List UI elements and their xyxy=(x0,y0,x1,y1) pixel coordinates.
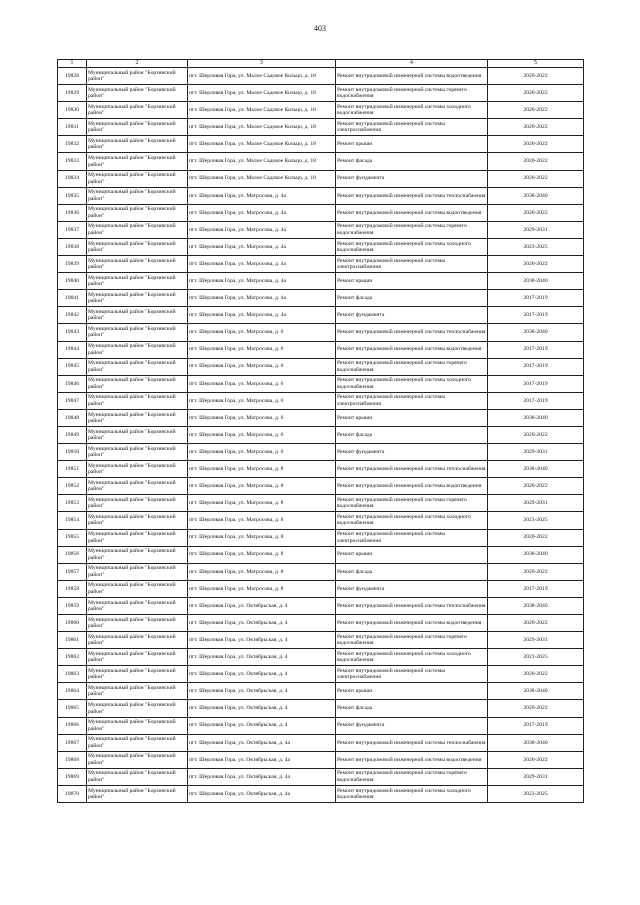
address-cell: пгт. Шерловая Гора, ул. Малое Садовое Кольцо, д. 18 xyxy=(188,153,336,170)
row-number-cell: 19857 xyxy=(58,563,87,580)
district-cell: Муниципальный район "Борзинский район" xyxy=(87,785,188,802)
address-cell: пгт. Шерловая Гора, ул. Октябрьская, д. 4 xyxy=(188,683,336,700)
table-row xyxy=(58,392,584,409)
period-cell: 2038-2040 xyxy=(488,273,584,290)
address-cell: пгт. Шерловая Гора, ул. Матросова, д. 4а xyxy=(188,307,336,324)
header-cell: 3 xyxy=(188,60,336,68)
address-cell: пгт. Шерловая Гора, ул. Октябрьская, д. 4 xyxy=(188,632,336,649)
header-cell: 1 xyxy=(58,60,87,68)
row-number-cell: 19844 xyxy=(58,341,87,358)
address-cell: пгт. Шерловая Гора, ул. Октябрьская, д. 4а xyxy=(188,751,336,768)
address-cell: пгт. Шерловая Гора, ул. Матросова, д. 8 xyxy=(188,529,336,546)
district-cell: Муниципальный район "Борзинский район" xyxy=(87,597,188,614)
period-cell: 2029-2031 xyxy=(488,495,584,512)
address-cell: пгт. Шерловая Гора, ул. Малое Садовое Кольцо, д. 18 xyxy=(188,68,336,85)
work-type-cell: Ремонт внутридомовой инженерной системы электроснабжения xyxy=(336,119,488,136)
district-cell: Муниципальный район "Борзинский район" xyxy=(87,717,188,734)
row-number-cell: 19863 xyxy=(58,666,87,683)
table-row xyxy=(58,307,584,324)
period-cell: 2038-2040 xyxy=(488,683,584,700)
period-cell: 2038-2040 xyxy=(488,734,584,751)
period-cell: 2017-2019 xyxy=(488,375,584,392)
period-cell: 2020-2022 xyxy=(488,68,584,85)
table-row xyxy=(58,221,584,238)
period-cell: 2017-2019 xyxy=(488,307,584,324)
district-cell: Муниципальный район "Борзинский район" xyxy=(87,187,188,204)
period-cell: 2020-2022 xyxy=(488,615,584,632)
period-cell: 2017-2019 xyxy=(488,358,584,375)
period-cell: 2020-2022 xyxy=(488,153,584,170)
table-row xyxy=(58,512,584,529)
district-cell: Муниципальный район "Борзинский район" xyxy=(87,221,188,238)
address-cell: пгт. Шерловая Гора, ул. Матросова, д. 4а xyxy=(188,256,336,273)
work-type-cell: Ремонт фундамента xyxy=(336,307,488,324)
period-cell: 2038-2040 xyxy=(488,546,584,563)
district-cell: Муниципальный район "Борзинский район" xyxy=(87,170,188,187)
row-number-cell: 19832 xyxy=(58,136,87,153)
table-row xyxy=(58,85,584,102)
table-row xyxy=(58,409,584,426)
district-cell: Муниципальный район "Борзинский район" xyxy=(87,649,188,666)
address-cell: пгт. Шерловая Гора, ул. Матросова, д. 8 xyxy=(188,563,336,580)
row-number-cell: 19865 xyxy=(58,700,87,717)
address-cell: пгт. Шерловая Гора, ул. Октябрьская, д. 4а xyxy=(188,768,336,785)
address-cell: пгт. Шерловая Гора, ул. Матросова, д. 6 xyxy=(188,375,336,392)
row-number-cell: 19856 xyxy=(58,546,87,563)
row-number-cell: 19836 xyxy=(58,204,87,221)
row-number-cell: 19849 xyxy=(58,426,87,443)
row-number-cell: 19833 xyxy=(58,153,87,170)
header-cell: 5 xyxy=(488,60,584,68)
district-cell: Муниципальный район "Борзинский район" xyxy=(87,409,188,426)
row-number-cell: 19859 xyxy=(58,597,87,614)
work-type-cell: Ремонт внутридомовой инженерной системы горячего водоснабжения xyxy=(336,85,488,102)
address-cell: пгт. Шерловая Гора, ул. Октябрьская, д. 4а xyxy=(188,785,336,802)
address-cell: пгт. Шерловая Гора, ул. Матросова, д. 4а xyxy=(188,238,336,255)
district-cell: Муниципальный район "Борзинский район" xyxy=(87,700,188,717)
table-row xyxy=(58,375,584,392)
work-type-cell: Ремонт крыши xyxy=(336,136,488,153)
row-number-cell: 19864 xyxy=(58,683,87,700)
header-cell: 4 xyxy=(336,60,488,68)
work-type-cell: Ремонт внутридомовой инженерной системы холодного водоснабжения xyxy=(336,238,488,255)
period-cell: 2020-2022 xyxy=(488,700,584,717)
table-row xyxy=(58,683,584,700)
work-type-cell: Ремонт фундамента xyxy=(336,170,488,187)
district-cell: Муниципальный район "Борзинский район" xyxy=(87,85,188,102)
work-type-cell: Ремонт внутридомовой инженерной системы теплоснабжения xyxy=(336,734,488,751)
row-number-cell: 19835 xyxy=(58,187,87,204)
district-cell: Муниципальный район "Борзинский район" xyxy=(87,102,188,119)
table-row xyxy=(58,632,584,649)
table-row xyxy=(58,768,584,785)
district-cell: Муниципальный район "Борзинский район" xyxy=(87,529,188,546)
period-cell: 2020-2022 xyxy=(488,751,584,768)
table-row xyxy=(58,495,584,512)
table-row xyxy=(58,529,584,546)
work-type-cell: Ремонт внутридомовой инженерной системы водоотведения xyxy=(336,751,488,768)
period-cell: 2020-2022 xyxy=(488,563,584,580)
work-type-cell: Ремонт внутридомовой инженерной системы теплоснабжения xyxy=(336,324,488,341)
work-type-cell: Ремонт фасада xyxy=(336,563,488,580)
work-type-cell: Ремонт внутридомовой инженерной системы горячего водоснабжения xyxy=(336,358,488,375)
address-cell: пгт. Шерловая Гора, ул. Матросова, д. 8 xyxy=(188,580,336,597)
row-number-cell: 19850 xyxy=(58,444,87,461)
district-cell: Муниципальный район "Борзинский район" xyxy=(87,495,188,512)
table-row xyxy=(58,290,584,307)
period-cell: 2017-2019 xyxy=(488,717,584,734)
period-cell: 2020-2022 xyxy=(488,529,584,546)
table-row xyxy=(58,717,584,734)
table-row xyxy=(58,700,584,717)
period-cell: 2017-2019 xyxy=(488,392,584,409)
work-type-cell: Ремонт внутридомовой инженерной системы электроснабжения xyxy=(336,392,488,409)
work-type-cell: Ремонт внутридомовой инженерной системы водоотведения xyxy=(336,341,488,358)
table-row xyxy=(58,358,584,375)
row-number-cell: 19852 xyxy=(58,478,87,495)
address-cell: пгт. Шерловая Гора, ул. Матросова, д. 8 xyxy=(188,546,336,563)
table-row xyxy=(58,256,584,273)
period-cell: 2023-2025 xyxy=(488,785,584,802)
table-row xyxy=(58,444,584,461)
work-type-cell: Ремонт внутридомовой инженерной системы холодного водоснабжения xyxy=(336,512,488,529)
work-type-cell: Ремонт внутридомовой инженерной системы холодного водоснабжения xyxy=(336,102,488,119)
row-number-cell: 19853 xyxy=(58,495,87,512)
work-type-cell: Ремонт крыши xyxy=(336,273,488,290)
work-type-cell: Ремонт фундамента xyxy=(336,444,488,461)
work-type-cell: Ремонт внутридомовой инженерной системы горячего водоснабжения xyxy=(336,768,488,785)
district-cell: Муниципальный район "Борзинский район" xyxy=(87,204,188,221)
table-row xyxy=(58,546,584,563)
work-type-cell: Ремонт фасада xyxy=(336,153,488,170)
table-row xyxy=(58,68,584,85)
row-number-cell: 19860 xyxy=(58,615,87,632)
table-row xyxy=(58,170,584,187)
table-row xyxy=(58,426,584,443)
work-type-cell: Ремонт внутридомовой инженерной системы холодного водоснабжения xyxy=(336,785,488,802)
period-cell: 2020-2022 xyxy=(488,426,584,443)
period-cell: 2020-2022 xyxy=(488,204,584,221)
period-cell: 2020-2022 xyxy=(488,85,584,102)
row-number-cell: 19841 xyxy=(58,290,87,307)
table-row xyxy=(58,563,584,580)
work-type-cell: Ремонт внутридомовой инженерной системы теплоснабжения xyxy=(336,597,488,614)
address-cell: пгт. Шерловая Гора, ул. Матросова, д. 6 xyxy=(188,392,336,409)
table-row xyxy=(58,734,584,751)
table-row xyxy=(58,204,584,221)
district-cell: Муниципальный район "Борзинский район" xyxy=(87,751,188,768)
work-type-cell: Ремонт фасада xyxy=(336,290,488,307)
row-number-cell: 19843 xyxy=(58,324,87,341)
address-cell: пгт. Шерловая Гора, ул. Матросова, д. 4а xyxy=(188,290,336,307)
page-number: 403 xyxy=(314,24,326,33)
period-cell: 2020-2022 xyxy=(488,666,584,683)
work-type-cell: Ремонт внутридомовой инженерной системы водоотведения xyxy=(336,478,488,495)
work-type-cell: Ремонт внутридомовой инженерной системы горячего водоснабжения xyxy=(336,495,488,512)
work-type-cell: Ремонт внутридомовой инженерной системы горячего водоснабжения xyxy=(336,632,488,649)
row-number-cell: 19837 xyxy=(58,221,87,238)
work-type-cell: Ремонт внутридомовой инженерной системы теплоснабжения xyxy=(336,461,488,478)
address-cell: пгт. Шерловая Гора, ул. Малое Садовое Кольцо, д. 18 xyxy=(188,170,336,187)
district-cell: Муниципальный район "Борзинский район" xyxy=(87,546,188,563)
district-cell: Муниципальный район "Борзинский район" xyxy=(87,68,188,85)
period-cell: 2029-2031 xyxy=(488,632,584,649)
work-type-cell: Ремонт внутридомовой инженерной системы теплоснабжения xyxy=(336,187,488,204)
table-row xyxy=(58,119,584,136)
table-row xyxy=(58,666,584,683)
table-row xyxy=(58,187,584,204)
address-cell: пгт. Шерловая Гора, ул. Матросова, д. 6 xyxy=(188,444,336,461)
row-number-cell: 19829 xyxy=(58,85,87,102)
district-cell: Муниципальный район "Борзинский район" xyxy=(87,563,188,580)
table-row xyxy=(58,597,584,614)
period-cell: 2020-2022 xyxy=(488,478,584,495)
period-cell: 2038-2040 xyxy=(488,461,584,478)
district-cell: Муниципальный район "Борзинский район" xyxy=(87,358,188,375)
address-cell: пгт. Шерловая Гора, ул. Октябрьская, д. 4 xyxy=(188,717,336,734)
work-type-cell: Ремонт внутридомовой инженерной системы водоотведения xyxy=(336,68,488,85)
district-cell: Муниципальный район "Борзинский район" xyxy=(87,734,188,751)
district-cell: Муниципальный район "Борзинский район" xyxy=(87,238,188,255)
period-cell: 2029-2031 xyxy=(488,768,584,785)
work-type-cell: Ремонт крыши xyxy=(336,683,488,700)
period-cell: 2017-2019 xyxy=(488,341,584,358)
address-cell: пгт. Шерловая Гора, ул. Малое Садовое Кольцо, д. 18 xyxy=(188,85,336,102)
period-cell: 2023-2025 xyxy=(488,512,584,529)
address-cell: пгт. Шерловая Гора, ул. Октябрьская, д. 4 xyxy=(188,615,336,632)
row-number-cell: 19842 xyxy=(58,307,87,324)
table-row xyxy=(58,341,584,358)
header-row xyxy=(58,60,584,68)
address-cell: пгт. Шерловая Гора, ул. Матросова, д. 6 xyxy=(188,426,336,443)
table-row xyxy=(58,580,584,597)
work-type-cell: Ремонт фундамента xyxy=(336,580,488,597)
district-cell: Муниципальный район "Борзинский район" xyxy=(87,632,188,649)
district-cell: Муниципальный район "Борзинский район" xyxy=(87,615,188,632)
period-cell: 2020-2022 xyxy=(488,136,584,153)
period-cell: 2023-2025 xyxy=(488,238,584,255)
row-number-cell: 19866 xyxy=(58,717,87,734)
table-row xyxy=(58,273,584,290)
table-row xyxy=(58,238,584,255)
row-number-cell: 19839 xyxy=(58,256,87,273)
work-type-cell: Ремонт крыши xyxy=(336,546,488,563)
row-number-cell: 19840 xyxy=(58,273,87,290)
row-number-cell: 19855 xyxy=(58,529,87,546)
row-number-cell: 19868 xyxy=(58,751,87,768)
address-cell: пгт. Шерловая Гора, ул. Малое Садовое Кольцо, д. 18 xyxy=(188,119,336,136)
period-cell: 2020-2022 xyxy=(488,170,584,187)
address-cell: пгт. Шерловая Гора, ул. Октябрьская, д. 4 xyxy=(188,700,336,717)
row-number-cell: 19847 xyxy=(58,392,87,409)
district-cell: Муниципальный район "Борзинский район" xyxy=(87,341,188,358)
table-row xyxy=(58,153,584,170)
district-cell: Муниципальный район "Борзинский район" xyxy=(87,580,188,597)
district-cell: Муниципальный район "Борзинский район" xyxy=(87,136,188,153)
row-number-cell: 19851 xyxy=(58,461,87,478)
row-number-cell: 19869 xyxy=(58,768,87,785)
district-cell: Муниципальный район "Борзинский район" xyxy=(87,324,188,341)
address-cell: пгт. Шерловая Гора, ул. Матросова, д. 8 xyxy=(188,495,336,512)
row-number-cell: 19828 xyxy=(58,68,87,85)
work-type-cell: Ремонт внутридомовой инженерной системы горячего водоснабжения xyxy=(336,221,488,238)
table-row xyxy=(58,785,584,802)
district-cell: Муниципальный район "Борзинский район" xyxy=(87,375,188,392)
address-cell: пгт. Шерловая Гора, ул. Малое Садовое Кольцо, д. 18 xyxy=(188,136,336,153)
row-number-cell: 19834 xyxy=(58,170,87,187)
period-cell: 2023-2025 xyxy=(488,649,584,666)
period-cell: 2038-2040 xyxy=(488,324,584,341)
row-number-cell: 19858 xyxy=(58,580,87,597)
period-cell: 2038-2040 xyxy=(488,409,584,426)
period-cell: 2020-2022 xyxy=(488,119,584,136)
period-cell: 2038-2040 xyxy=(488,187,584,204)
work-type-cell: Ремонт фундамента xyxy=(336,717,488,734)
row-number-cell: 19838 xyxy=(58,238,87,255)
row-number-cell: 19830 xyxy=(58,102,87,119)
row-number-cell: 19854 xyxy=(58,512,87,529)
period-cell: 2017-2019 xyxy=(488,290,584,307)
work-type-cell: Ремонт внутридомовой инженерной системы холодного водоснабжения xyxy=(336,649,488,666)
table-row xyxy=(58,478,584,495)
address-cell: пгт. Шерловая Гора, ул. Малое Садовое Кольцо, д. 18 xyxy=(188,102,336,119)
table-row xyxy=(58,102,584,119)
district-cell: Муниципальный район "Борзинский район" xyxy=(87,256,188,273)
period-cell: 2020-2022 xyxy=(488,102,584,119)
row-number-cell: 19848 xyxy=(58,409,87,426)
address-cell: пгт. Шерловая Гора, ул. Матросова, д. 4а xyxy=(188,221,336,238)
district-cell: Муниципальный район "Борзинский район" xyxy=(87,444,188,461)
row-number-cell: 19870 xyxy=(58,785,87,802)
period-cell: 2038-2040 xyxy=(488,597,584,614)
row-number-cell: 19862 xyxy=(58,649,87,666)
table-row xyxy=(58,649,584,666)
row-number-cell: 19831 xyxy=(58,119,87,136)
period-cell: 2020-2022 xyxy=(488,256,584,273)
district-cell: Муниципальный район "Борзинский район" xyxy=(87,512,188,529)
registry-table xyxy=(57,59,584,803)
address-cell: пгт. Шерловая Гора, ул. Матросова, д. 6 xyxy=(188,341,336,358)
address-cell: пгт. Шерловая Гора, ул. Октябрьская, д. 4 xyxy=(188,597,336,614)
work-type-cell: Ремонт фасада xyxy=(336,426,488,443)
district-cell: Муниципальный район "Борзинский район" xyxy=(87,768,188,785)
work-type-cell: Ремонт крыши xyxy=(336,409,488,426)
address-cell: пгт. Шерловая Гора, ул. Октябрьская, д. 4а xyxy=(188,734,336,751)
district-cell: Муниципальный район "Борзинский район" xyxy=(87,666,188,683)
table-row xyxy=(58,461,584,478)
district-cell: Муниципальный район "Борзинский район" xyxy=(87,392,188,409)
work-type-cell: Ремонт внутридомовой инженерной системы холодного водоснабжения xyxy=(336,375,488,392)
work-type-cell: Ремонт внутридомовой инженерной системы электроснабжения xyxy=(336,666,488,683)
period-cell: 2029-2031 xyxy=(488,221,584,238)
work-type-cell: Ремонт фасада xyxy=(336,700,488,717)
address-cell: пгт. Шерловая Гора, ул. Матросова, д. 8 xyxy=(188,512,336,529)
district-cell: Муниципальный район "Борзинский район" xyxy=(87,307,188,324)
table-row xyxy=(58,136,584,153)
district-cell: Муниципальный район "Борзинский район" xyxy=(87,683,188,700)
period-cell: 2017-2019 xyxy=(488,580,584,597)
district-cell: Муниципальный район "Борзинский район" xyxy=(87,290,188,307)
period-cell: 2029-2031 xyxy=(488,444,584,461)
header-cell: 2 xyxy=(87,60,188,68)
address-cell: пгт. Шерловая Гора, ул. Матросова, д. 4а xyxy=(188,204,336,221)
address-cell: пгт. Шерловая Гора, ул. Матросова, д. 4а xyxy=(188,273,336,290)
district-cell: Муниципальный район "Борзинский район" xyxy=(87,273,188,290)
row-number-cell: 19845 xyxy=(58,358,87,375)
district-cell: Муниципальный район "Борзинский район" xyxy=(87,478,188,495)
district-cell: Муниципальный район "Борзинский район" xyxy=(87,461,188,478)
address-cell: пгт. Шерловая Гора, ул. Матросова, д. 6 xyxy=(188,324,336,341)
work-type-cell: Ремонт внутридомовой инженерной системы электроснабжения xyxy=(336,529,488,546)
address-cell: пгт. Шерловая Гора, ул. Октябрьская, д. 4 xyxy=(188,649,336,666)
district-cell: Муниципальный район "Борзинский район" xyxy=(87,119,188,136)
address-cell: пгт. Шерловая Гора, ул. Матросова, д. 6 xyxy=(188,358,336,375)
table-row xyxy=(58,324,584,341)
table-row xyxy=(58,615,584,632)
table-row xyxy=(58,751,584,768)
work-type-cell: Ремонт внутридомовой инженерной системы водоотведения xyxy=(336,204,488,221)
address-cell: пгт. Шерловая Гора, ул. Матросова, д. 8 xyxy=(188,478,336,495)
address-cell: пгт. Шерловая Гора, ул. Матросова, д. 4а xyxy=(188,187,336,204)
work-type-cell: Ремонт внутридомовой инженерной системы электроснабжения xyxy=(336,256,488,273)
district-cell: Муниципальный район "Борзинский район" xyxy=(87,153,188,170)
address-cell: пгт. Шерловая Гора, ул. Матросова, д. 6 xyxy=(188,409,336,426)
work-type-cell: Ремонт внутридомовой инженерной системы водоотведения xyxy=(336,615,488,632)
address-cell: пгт. Шерловая Гора, ул. Октябрьская, д. 4 xyxy=(188,666,336,683)
address-cell: пгт. Шерловая Гора, ул. Матросова, д. 8 xyxy=(188,461,336,478)
district-cell: Муниципальный район "Борзинский район" xyxy=(87,426,188,443)
row-number-cell: 19867 xyxy=(58,734,87,751)
row-number-cell: 19846 xyxy=(58,375,87,392)
row-number-cell: 19861 xyxy=(58,632,87,649)
